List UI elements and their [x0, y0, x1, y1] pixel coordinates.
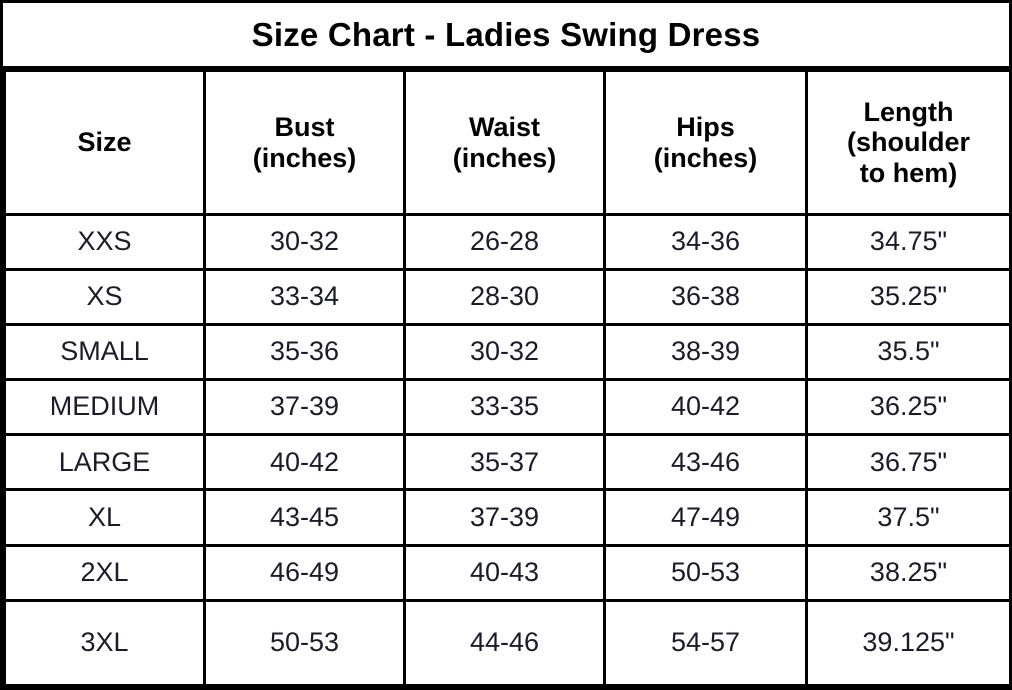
column-header-length-line2: (shoulder — [846, 127, 970, 158]
column-header-bust-line1: Bust — [274, 112, 335, 143]
cell-hips: 54-57 — [605, 600, 807, 685]
table-row — [5, 270, 1011, 325]
cell-waist: 30-32 — [405, 325, 605, 380]
table-header-row — [5, 71, 1011, 215]
size-chart-table — [3, 69, 1012, 687]
column-header-hips-line2: (inches) — [653, 142, 758, 173]
cell-waist: 40-43 — [405, 545, 605, 600]
table-row — [5, 490, 1011, 545]
cell-hips: 47-49 — [605, 490, 807, 545]
cell-length: 35.5" — [807, 325, 1011, 380]
cell-waist: 35-37 — [405, 435, 605, 490]
column-header-bust — [205, 71, 405, 215]
page-title: Size Chart - Ladies Swing Dress — [3, 3, 1009, 69]
cell-size: XXS — [5, 215, 205, 270]
table-row — [5, 600, 1011, 685]
cell-hips: 50-53 — [605, 545, 807, 600]
cell-hips: 36-38 — [605, 270, 807, 325]
cell-size: XS — [5, 270, 205, 325]
cell-hips: 34-36 — [605, 215, 807, 270]
cell-length: 36.75" — [807, 435, 1011, 490]
cell-bust: 35-36 — [205, 325, 405, 380]
cell-length: 34.75" — [807, 215, 1011, 270]
cell-hips: 40-42 — [605, 380, 807, 435]
column-header-hips-line1: Hips — [676, 112, 735, 143]
cell-size: 2XL — [5, 545, 205, 600]
column-header-length-line3: to hem) — [859, 157, 958, 188]
cell-waist: 44-46 — [405, 600, 605, 685]
cell-hips: 38-39 — [605, 325, 807, 380]
cell-length: 35.25" — [807, 270, 1011, 325]
cell-waist: 33-35 — [405, 380, 605, 435]
cell-length: 36.25" — [807, 380, 1011, 435]
cell-bust: 40-42 — [205, 435, 405, 490]
cell-length: 37.5" — [807, 490, 1011, 545]
cell-size: MEDIUM — [5, 380, 205, 435]
cell-size: 3XL — [5, 600, 205, 685]
cell-waist: 37-39 — [405, 490, 605, 545]
cell-size: SMALL — [5, 325, 205, 380]
table-row — [5, 435, 1011, 490]
column-header-waist — [405, 71, 605, 215]
cell-bust: 37-39 — [205, 380, 405, 435]
column-header-bust-line2: (inches) — [252, 142, 357, 173]
column-header-size-line1: Size — [77, 127, 132, 158]
column-header-hips — [605, 71, 807, 215]
column-header-length-line1: Length — [863, 97, 954, 128]
cell-hips: 43-46 — [605, 435, 807, 490]
cell-bust: 33-34 — [205, 270, 405, 325]
column-header-waist-line1: Waist — [468, 112, 540, 143]
cell-length: 38.25" — [807, 545, 1011, 600]
cell-bust: 46-49 — [205, 545, 405, 600]
table-row — [5, 545, 1011, 600]
cell-size: XL — [5, 490, 205, 545]
table-row — [5, 325, 1011, 380]
column-header-size — [5, 71, 205, 215]
cell-bust: 50-53 — [205, 600, 405, 685]
cell-length: 39.125" — [807, 600, 1011, 685]
column-header-waist-line2: (inches) — [452, 142, 557, 173]
table-row — [5, 215, 1011, 270]
cell-bust: 30-32 — [205, 215, 405, 270]
cell-waist: 28-30 — [405, 270, 605, 325]
column-header-length — [807, 71, 1011, 215]
cell-waist: 26-28 — [405, 215, 605, 270]
table-body — [5, 215, 1011, 686]
table-row — [5, 380, 1011, 435]
cell-size: LARGE — [5, 435, 205, 490]
cell-bust: 43-45 — [205, 490, 405, 545]
table-header — [5, 71, 1011, 215]
